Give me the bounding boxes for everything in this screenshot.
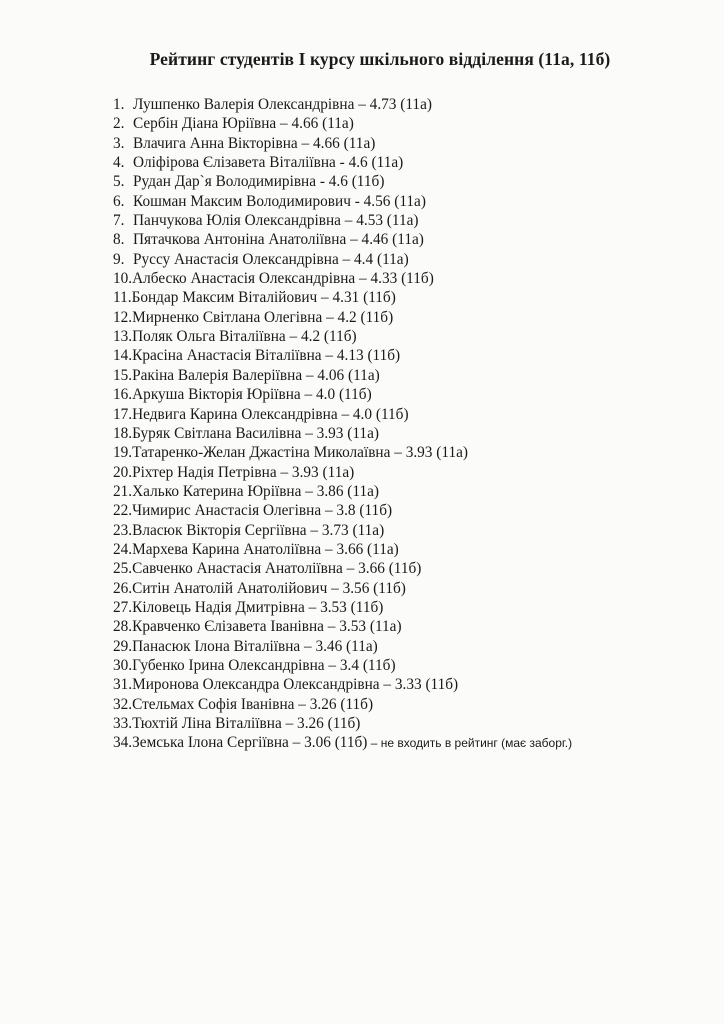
item-number: 2. — [113, 115, 125, 133]
student-entry: Недвига Карина Олександрівна – 4.0 (11б) — [132, 405, 409, 423]
item-number: 16. — [113, 386, 133, 404]
item-number: 21. — [113, 482, 133, 500]
student-entry: Ситін Анатолій Анатолійович – 3.56 (11б) — [132, 579, 406, 597]
item-number: 19. — [113, 444, 133, 462]
student-entry: Кіловець Надія Дмитрівна – 3.53 (11б) — [132, 598, 384, 616]
student-entry: Сербін Діана Юріївна – 4.66 (11а) — [133, 115, 354, 133]
student-entry: Поляк Ольга Віталіївна – 4.2 (11б) — [132, 328, 357, 346]
student-entry: Тюхтій Ліна Віталіївна – 3.26 (11б) — [132, 715, 361, 732]
student-entry: Кравченко Єлізавета Іванівна – 3.53 (11а) — [132, 618, 402, 636]
item-number: 9. — [113, 250, 125, 268]
list-item — [113, 172, 572, 191]
list-item — [113, 230, 572, 249]
student-entry: Земська Ілона Сергіївна – 3.06 (11б) — [132, 734, 368, 752]
student-entry: Оліфірова Єлізавета Віталіївна - 4.6 (11а) — [133, 154, 404, 172]
student-entry: Чимирис Анастасія Олегівна – 3.8 (11б) — [132, 502, 393, 520]
item-number: 28. — [113, 618, 133, 636]
item-number: 3. — [113, 134, 125, 152]
list-item — [113, 579, 572, 598]
student-entry: Панасюк Ілона Віталіївна – 3.46 (11а) — [132, 637, 378, 655]
list-item — [113, 598, 572, 617]
list-item — [113, 269, 572, 288]
list-item — [113, 95, 572, 114]
student-entry: Руссу Анастасія Олександрівна – 4.4 (11а) — [133, 250, 409, 268]
list-item — [113, 443, 572, 462]
list-item — [113, 714, 572, 733]
list-item — [113, 656, 572, 675]
student-entry: Рудан Дар`я Володимирівна - 4.6 (11б) — [133, 173, 385, 191]
item-number: 6. — [113, 192, 125, 210]
student-entry: Ріхтер Надія Петрівна – 3.93 (11а) — [132, 463, 355, 481]
student-entry: Бондар Максим Віталійович – 4.31 (11б) — [131, 289, 396, 307]
list-item — [113, 733, 572, 752]
list-item — [113, 192, 572, 211]
item-number: 18. — [113, 424, 133, 442]
list-item — [113, 366, 572, 385]
list-item — [113, 675, 572, 694]
list-item — [113, 424, 572, 443]
item-number: 4. — [113, 154, 125, 172]
list-item — [113, 463, 572, 482]
list-item — [113, 385, 572, 404]
student-entry: Стельмах Софія Іванівна – 3.26 (11б) — [132, 695, 374, 713]
item-number: 29. — [113, 637, 133, 655]
list-item — [113, 250, 572, 269]
item-number: 24. — [113, 540, 133, 558]
item-number: 31. — [113, 676, 133, 694]
exclusion-note: – не входить в рейтинг (має заборг.) — [367, 736, 573, 751]
item-number: 22. — [113, 502, 133, 520]
item-number: 8. — [113, 231, 125, 249]
student-entry: Миронова Олександра Олександрівна – 3.33 (11б) — [132, 676, 459, 694]
list-item — [113, 521, 572, 540]
list-item — [113, 153, 572, 172]
student-entry: Албеско Анастасія Олександрівна – 4.33 (11б) — [132, 270, 434, 288]
list-item — [113, 482, 572, 501]
list-item — [113, 288, 572, 307]
list-item — [113, 327, 572, 346]
item-number: 14. — [113, 347, 133, 365]
item-number: 13. — [113, 328, 133, 346]
list-item — [113, 695, 572, 714]
list-item — [113, 308, 572, 327]
item-number: 20. — [113, 463, 133, 481]
document-title: Рейтинг студентів І курсу шкільного відділення (11а, 11б) — [149, 49, 611, 69]
item-number: 27. — [113, 598, 133, 616]
ranking-list — [113, 95, 572, 753]
item-number: 15. — [113, 366, 133, 384]
student-entry: Татаренко-Желан Джастіна Миколаївна – 3.93 (11а) — [132, 444, 468, 462]
item-number: 11. — [113, 289, 132, 307]
student-entry: Красіна Анастасія Віталіївна – 4.13 (11б) — [132, 347, 401, 365]
item-number: 1. — [113, 96, 125, 113]
list-item — [113, 501, 572, 520]
student-entry: Ракіна Валерія Валеріївна – 4.06 (11а) — [132, 366, 380, 384]
student-entry: Савченко Анастасія Анатоліївна – 3.66 (11б) — [132, 560, 422, 578]
item-number: 32. — [113, 695, 133, 713]
student-entry: Влачига Анна Вікторівна – 4.66 (11а) — [133, 134, 376, 152]
list-item — [113, 134, 572, 153]
list-item — [113, 540, 572, 559]
list-item — [113, 346, 572, 365]
student-entry: Халько Катерина Юріївна – 3.86 (11а) — [132, 482, 380, 500]
student-entry: Власюк Вікторія Сергіївна – 3.73 (11а) — [132, 521, 385, 539]
list-item — [113, 405, 572, 424]
item-number: 17. — [113, 405, 133, 423]
list-item — [113, 617, 572, 636]
student-entry: Губенко Ірина Олександрівна – 3.4 (11б) — [132, 656, 396, 674]
student-entry: Лушпенко Валерія Олександрівна – 4.73 (11а) — [133, 96, 432, 113]
student-entry: Буряк Світлана Василівна – 3.93 (11а) — [132, 424, 379, 442]
item-number: 30. — [113, 656, 133, 674]
item-number: 10. — [113, 270, 133, 288]
list-item — [113, 637, 572, 656]
student-entry: Кошман Максим Володимирович - 4.56 (11а) — [133, 192, 426, 210]
student-entry: Мархева Карина Анатоліївна – 3.66 (11а) — [132, 540, 399, 558]
student-entry: Пятачкова Антоніна Анатоліївна – 4.46 (11а) — [133, 231, 424, 249]
item-number: 7. — [113, 212, 125, 230]
student-entry: Мирненко Світлана Олегівна – 4.2 (11б) — [132, 308, 394, 326]
student-entry: Панчукова Юлія Олександрівна – 4.53 (11а) — [133, 212, 419, 230]
item-number: 5. — [113, 173, 125, 191]
item-number: 26. — [113, 579, 133, 597]
item-number: 25. — [113, 560, 133, 578]
list-item — [113, 114, 572, 133]
item-number: 34. — [113, 734, 133, 752]
student-entry: Аркуша Вікторія Юріївна – 4.0 (11б) — [132, 386, 372, 404]
item-number: 12. — [113, 308, 133, 326]
item-number: 23. — [113, 521, 133, 539]
item-number: 33. — [113, 715, 133, 732]
list-item — [113, 211, 572, 230]
list-item — [113, 559, 572, 578]
